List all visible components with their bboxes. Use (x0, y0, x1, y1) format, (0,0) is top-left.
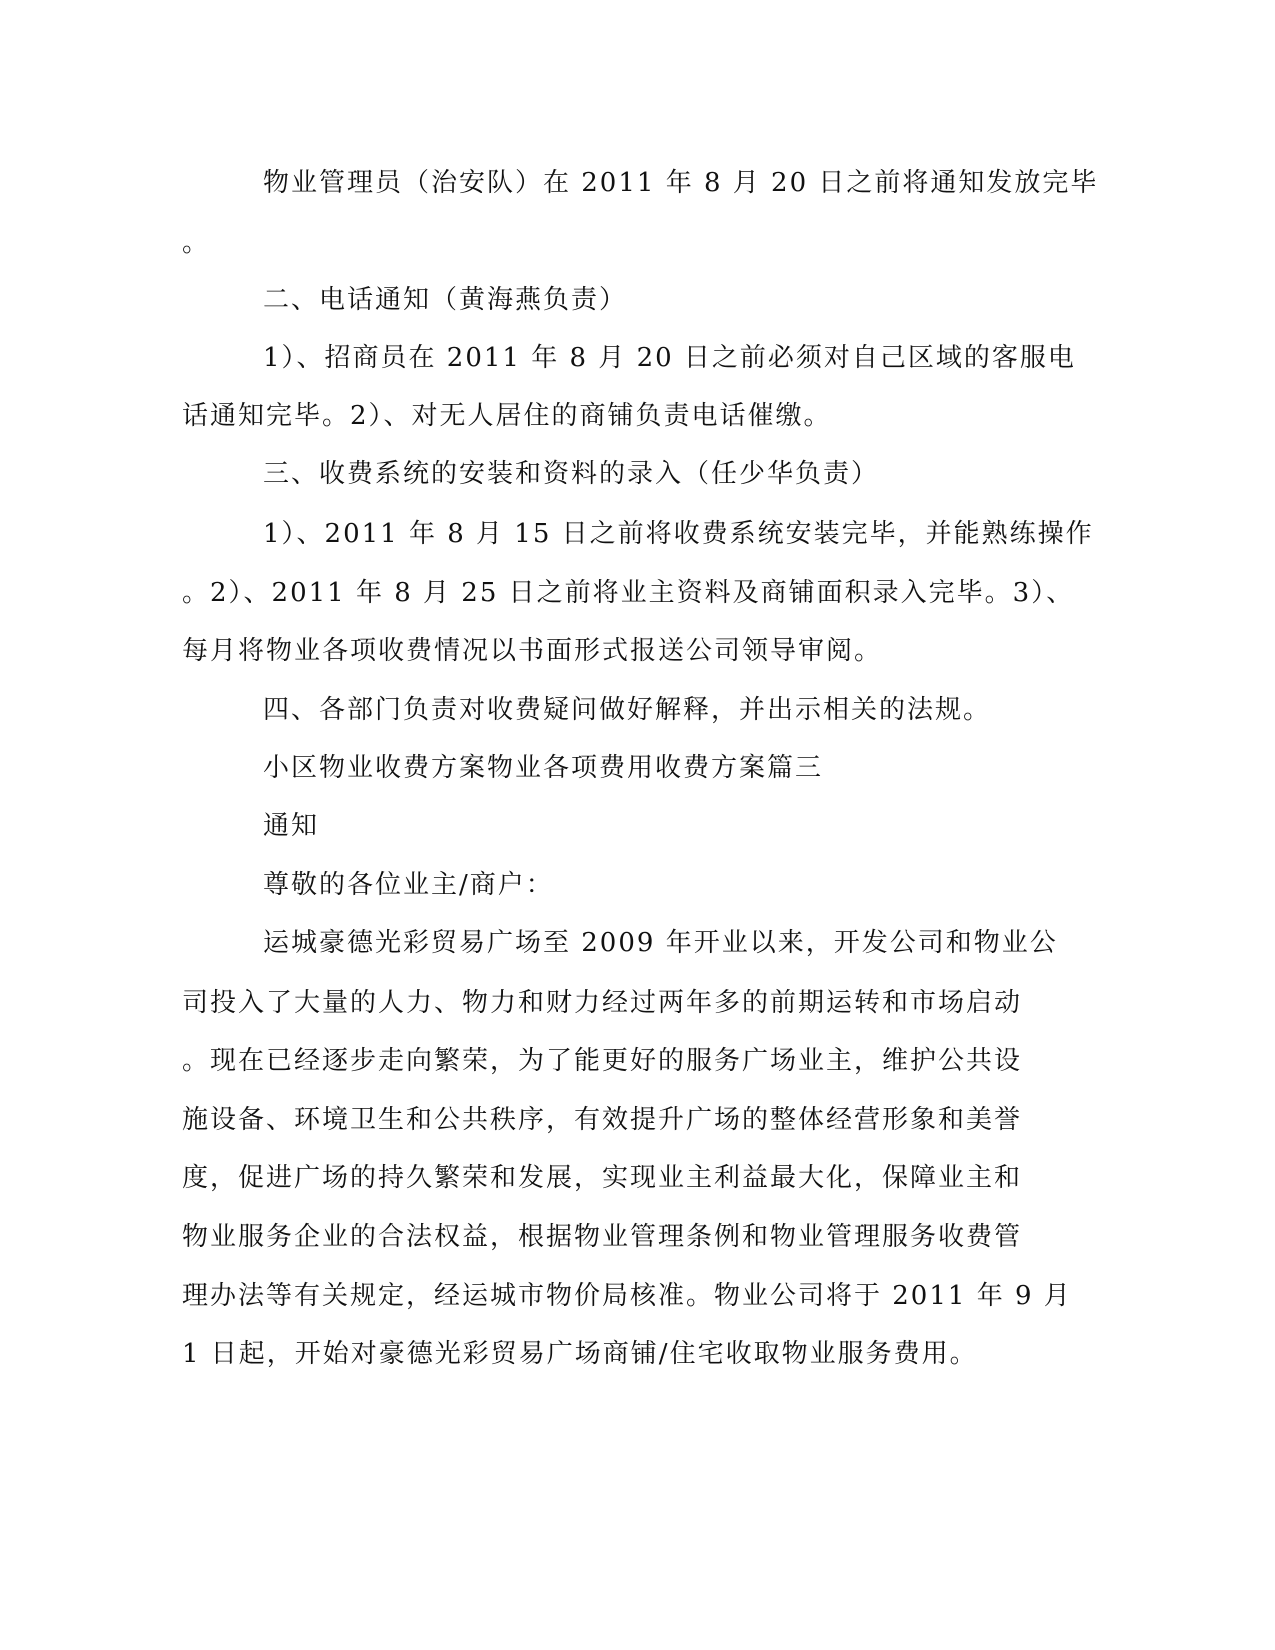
paragraph-line: 话通知完毕。2）、对无人居住的商铺负责电话催缴。 (182, 401, 832, 431)
paragraph-line: 物业服务企业的合法权益，根据物业管理条例和物业管理服务收费管 (182, 1222, 1023, 1252)
paragraph-line: 理办法等有关规定，经运城市物价局核准。物业公司将于 2011 年 9 月 (182, 1281, 1072, 1311)
paragraph-line: 1 日起，开始对豪德光彩贸易广场商铺/住宅收取物业服务费用。 (182, 1339, 978, 1369)
paragraph-line: 运城豪德光彩贸易广场至 2009 年开业以来，开发公司和物业公 (263, 928, 1058, 958)
paragraph-line: 度，促进广场的持久繁荣和发展，实现业主利益最大化，保障业主和 (182, 1163, 1023, 1193)
paragraph-line: 1）、招商员在 2011 年 8 月 20 日之前必须对自己区域的客服电 (263, 343, 1076, 373)
paragraph-line: 。 (182, 228, 211, 258)
paragraph-line: 。2）、2011 年 8 月 25 日之前将业主资料及商铺面积录入完毕。3）、 (182, 578, 1075, 608)
paragraph-line: 物业管理员（治安队）在 2011 年 8 月 20 日之前将通知发放完毕 (263, 168, 1099, 198)
paragraph-line: 施设备、环境卫生和公共秩序，有效提升广场的整体经营形象和美誉 (182, 1105, 1023, 1135)
notice-heading: 通知 (263, 811, 320, 841)
section-heading: 三、收费系统的安装和资料的录入（任少华负责） (263, 459, 880, 489)
paragraph-line: 司投入了大量的人力、物力和财力经过两年多的前期运转和市场启动 (182, 988, 1023, 1018)
document-title: 小区物业收费方案物业各项费用收费方案篇三 (263, 753, 824, 783)
section-heading: 四、各部门负责对收费疑问做好解释，并出示相关的法规。 (263, 695, 992, 725)
paragraph-line: 。现在已经逐步走向繁荣，为了能更好的服务广场业主，维护公共设 (182, 1046, 1023, 1076)
salutation: 尊敬的各位业主/商户： (263, 870, 554, 900)
section-heading: 二、电话通知（黄海燕负责） (263, 285, 628, 315)
paragraph-line: 每月将物业各项收费情况以书面形式报送公司领导审阅。 (182, 636, 883, 666)
paragraph-line: 1）、2011 年 8 月 15 日之前将收费系统安装完毕，并能熟练操作 (263, 519, 1094, 549)
